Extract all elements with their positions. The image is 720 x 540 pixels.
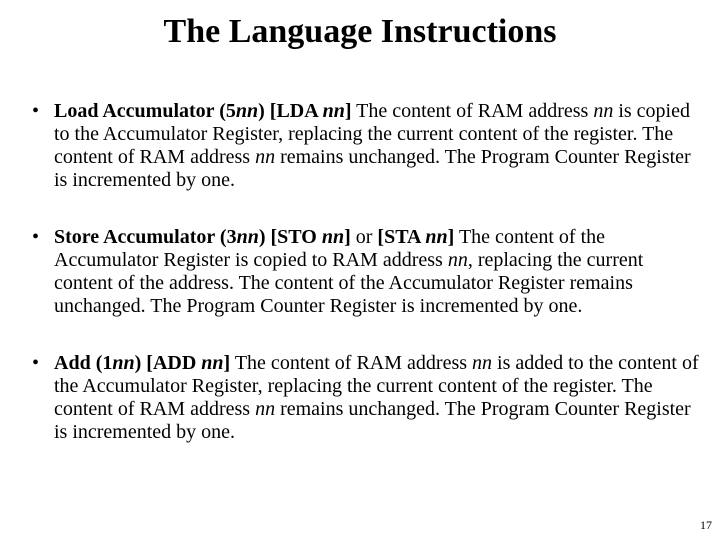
instruction-name: Store Accumulator (3: [54, 226, 237, 248]
mnemonic: [ADD: [141, 352, 202, 374]
address-variable: nn: [255, 146, 276, 168]
mnemonic-operand: nn: [321, 226, 345, 248]
description-text: , replacing the current content of the address. The content of the Accumulator Register remains unchanged. The Program Counter Register is incremented by one.: [54, 249, 644, 317]
bullet-icon: •: [32, 226, 40, 248]
alt-mnemonic-close: ]: [447, 226, 455, 248]
or-word: or: [350, 226, 378, 248]
slide-title: [0, 10, 720, 54]
mnemonic-operand: nn: [322, 100, 345, 122]
alt-mnemonic-operand: nn: [425, 226, 448, 248]
bullet-icon: •: [32, 352, 40, 374]
mnemonic: [LDA: [264, 100, 323, 122]
instruction-list: [32, 100, 704, 478]
mnemonic-close: ]: [223, 352, 231, 374]
instruction-add: [32, 352, 704, 444]
page-number: 17: [700, 518, 712, 532]
mnemonic-close: ]: [344, 100, 352, 122]
description-text: is copied to the Accumulator Register, replacing the current content of the register. The content of RAM address: [54, 100, 690, 168]
description-text: The content of the Accumulator Register is copied to RAM address: [54, 226, 606, 271]
opcode-close: ): [258, 100, 265, 122]
opcode-close: ): [134, 352, 142, 374]
opcode-operand: nn: [112, 352, 135, 374]
alt-mnemonic: [STA: [377, 226, 426, 248]
address-variable: nn: [472, 352, 493, 374]
instruction-name: Add (1: [54, 352, 113, 374]
mnemonic: [STO: [265, 226, 322, 248]
bullet-icon: •: [32, 100, 40, 122]
description-text: remains unchanged. The Program Counter Register is incremented by one.: [54, 398, 691, 443]
address-variable: nn: [447, 249, 468, 271]
slide-title-text: The Language Instructions: [163, 13, 557, 50]
opcode-close: ): [258, 226, 266, 248]
instruction-load-accumulator: [32, 100, 704, 192]
mnemonic-close: ]: [344, 226, 351, 248]
mnemonic-operand: nn: [201, 352, 224, 374]
instruction-store-accumulator: [32, 226, 704, 318]
opcode-operand: nn: [236, 226, 259, 248]
address-variable: nn: [255, 398, 276, 420]
description-text: remains unchanged. The Program Counter Register is incremented by one.: [54, 146, 691, 191]
description-text: The content of RAM address: [351, 100, 594, 122]
address-variable: nn: [593, 100, 614, 122]
description-text: The content of RAM address: [230, 352, 473, 374]
instruction-name: Load Accumulator (5: [54, 100, 236, 122]
opcode-operand: nn: [235, 100, 259, 122]
description-text: is added to the content of the Accumulator Register, replacing the current content of the register. The content of RAM address: [54, 352, 699, 420]
